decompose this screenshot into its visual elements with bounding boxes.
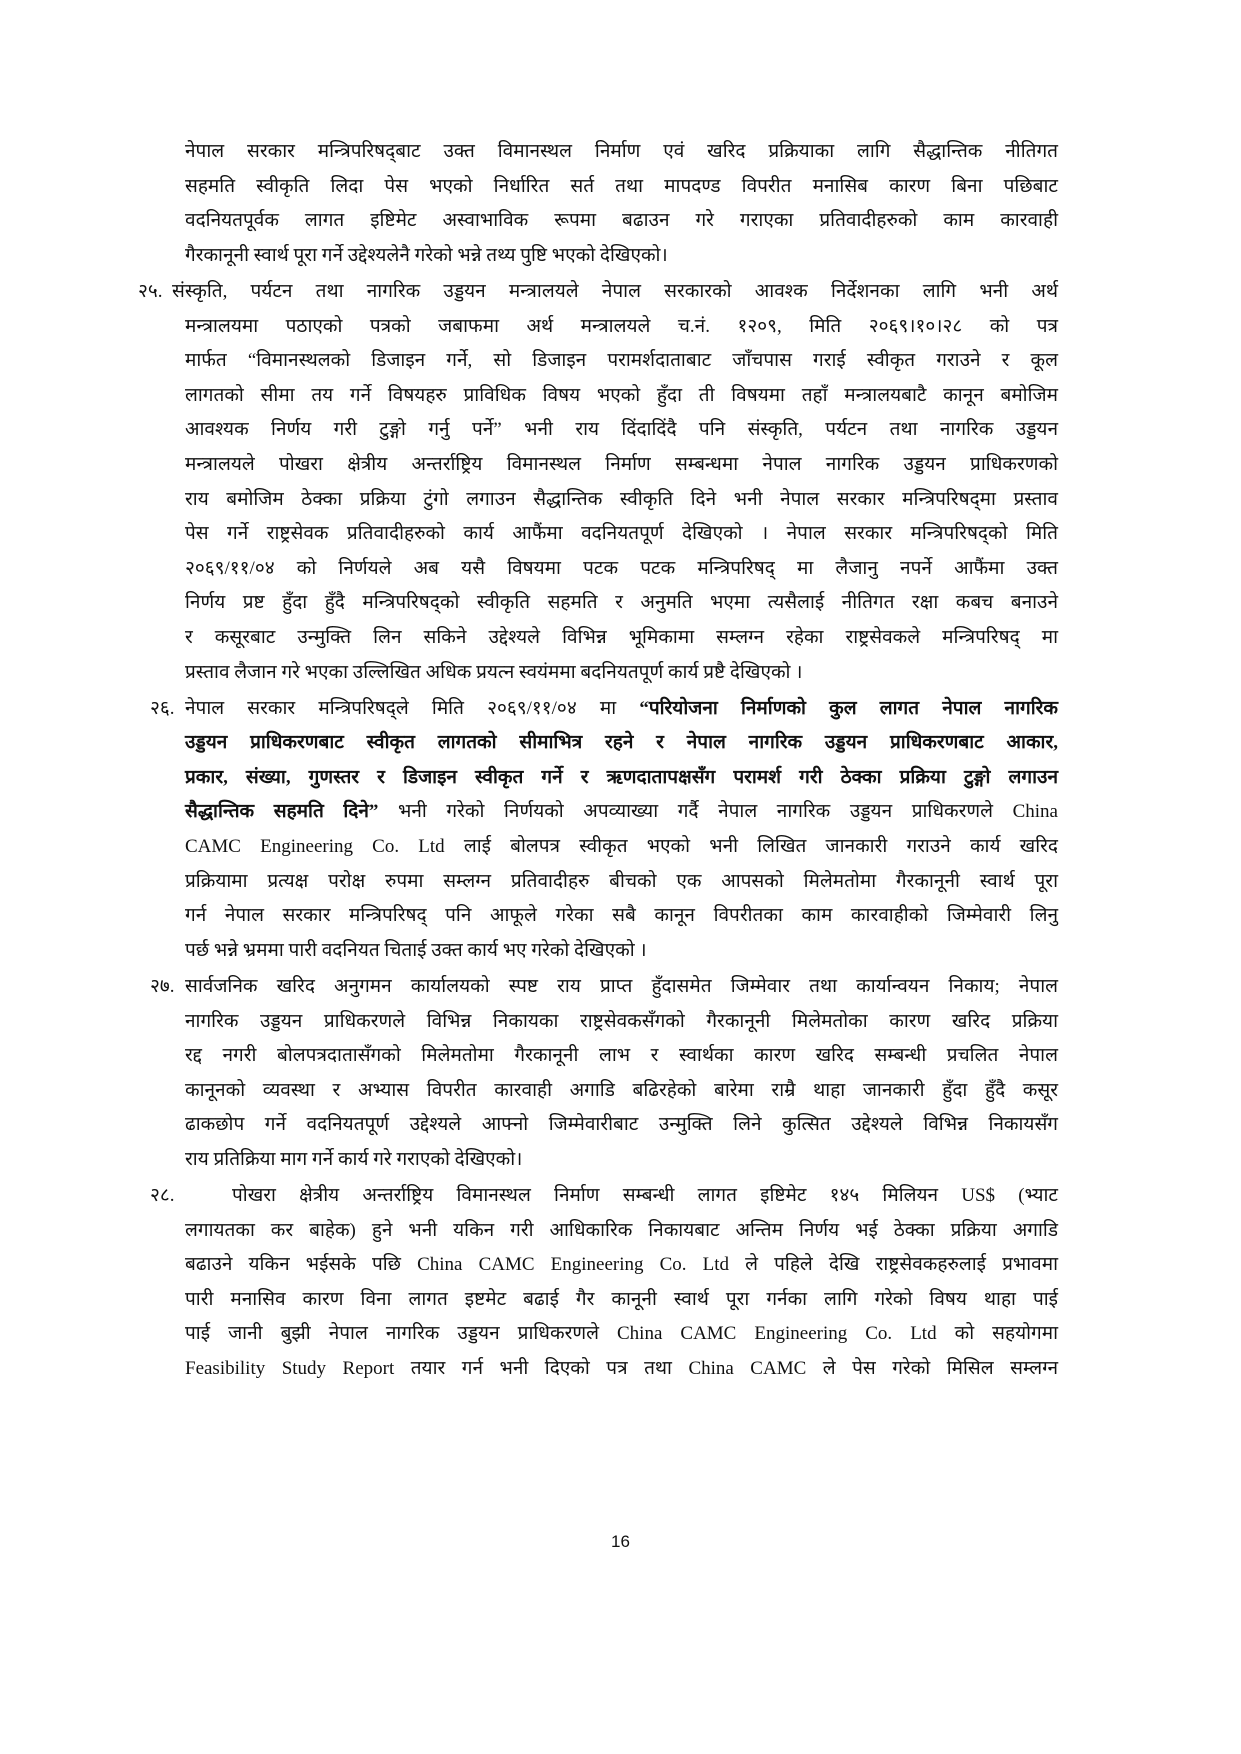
paragraph-number: २७. [150, 975, 175, 997]
text-line [185, 137, 1058, 167]
paragraph-number: २६. [150, 697, 175, 719]
text-line [185, 797, 1058, 827]
text-segment: मार्फत “विमानस्थलको डिजाइन गर्ने, सो डिजाइन परामर्शदाताबाट जाँचपास गराई स्वीकृत गराउने र कूल [185, 350, 1058, 372]
text-segment: पोखरा क्षेत्रीय अन्तर्राष्ट्रिय विमानस्थल निर्माण सम्बन्धी लागत इष्टिमेट १४५ मिलियन US$ (भ्याट [232, 1185, 1058, 1206]
text-line [185, 554, 1058, 584]
text-line [185, 832, 1058, 862]
text-line [185, 1319, 1058, 1349]
text-line [185, 415, 1058, 445]
text-segment: सार्वजनिक खरिद अनुगमन कार्यालयको स्पष्ट राय प्राप्त हुँदासमेत जिम्मेवार तथा कार्यान्वयन निकाय; नेपाल [185, 975, 1058, 997]
text-segment: नागरिक उड्डयन प्राधिकरणले विभिन्न निकायका राष्ट्रसेवकसँगको गैरकानूनी मिलेमतोका कारण खरिद प्रक्रिया [185, 1010, 1058, 1032]
text-segment: संस्कृति, पर्यटन तथा नागरिक उड्डयन मन्त्रालयले नेपाल सरकारको आवश्क निर्देशनका लागि भनी अर्थ [172, 280, 1058, 302]
bold-text: प्रकार, संख्या, गुणस्तर र डिजाइन स्वीकृत गर्ने र ऋणदातापक्षसँग परामर्श गरी ठेक्का प्रक्रिया टुङ्गो लगाउन [185, 766, 1058, 788]
paragraph-number: २८. [150, 1185, 175, 1206]
text-line [185, 485, 1058, 515]
text-line [185, 1354, 1058, 1384]
text-line [185, 763, 1058, 793]
text-line [185, 658, 1058, 688]
text-line [185, 381, 1058, 411]
text-segment: पारी मनासिव कारण विना लागत इष्टमेट बढाई गैर कानूनी स्वार्थ पूरा गर्नका लागि गरेको विषय थाहा पाई [185, 1288, 1058, 1310]
text-segment: गैरकानूनी स्वार्थ पूरा गर्ने उद्देश्यलेनै गरेको भन्ने तथ्य पुष्टि भएको देखिएको। [185, 244, 668, 266]
text-line [185, 312, 1058, 342]
text-line [185, 1110, 1058, 1140]
text-line [185, 936, 1058, 966]
text-segment: पर्छ भन्ने भ्रममा पारी वदनियत चिताई उक्त कार्य भए गरेको देखिएको । [185, 939, 647, 961]
text-segment: पेस गर्ने राष्ट्रसेवक प्रतिवादीहरुको कार्य आफैंमा वदनियतपूर्ण देखिएको । नेपाल सरकार मन्त्रिपरिषद्‌को मिति [185, 523, 1058, 545]
bold-text: “परियोजना निर्माणको कुल लागत नेपाल नागरिक [639, 697, 1058, 719]
text-segment: CAMC Engineering Co. Ltd लाई बोलपत्र स्वीकृत भएको भनी लिखित जानकारी गराउने कार्य खरिद [185, 836, 1058, 857]
text-line [185, 1285, 1058, 1315]
text-segment: वदनियतपूर्वक लागत इष्टिमेट अस्वाभाविक रूपमा बढाउन गरे गराएका प्रतिवादीहरुको काम कारवाही [185, 210, 1058, 232]
text-line [185, 867, 1058, 897]
text-segment: निर्णय प्रष्ट हुँदा हुँदै मन्त्रिपरिषद्‌को स्वीकृति सहमति र अनुमति भएमा त्यसैलाई नीतिगत रक्षा कबच बनाउने [185, 592, 1058, 614]
text-line [232, 1181, 1058, 1211]
text-line [185, 1250, 1058, 1280]
text-segment: नेपाल सरकार मन्त्रिपरिषद्‌ले मिति २०६९/११/०४ मा [185, 697, 640, 719]
text-line [185, 1145, 1058, 1175]
text-line [185, 172, 1058, 202]
text-line [185, 1041, 1058, 1071]
text-segment: २०६९/११/०४ को निर्णयले अब यसै विषयमा पटक पटक मन्त्रिपरिषद्‌ मा लैजानु नपर्ने आफैंमा उक्त [185, 557, 1058, 579]
page-number: 16 [611, 1532, 630, 1551]
text-line [185, 1076, 1058, 1106]
paragraph-number: २५. [138, 280, 163, 302]
text-segment: पाई जानी बुझी नेपाल नागरिक उड्डयन प्राधिकरणले China CAMC Engineering Co. Ltd को सहयोगमा [185, 1323, 1058, 1345]
text-segment: रद्द नगरी बोलपत्रदातासँगको मिलेमतोमा गैरकानूनी लाभ र स्वार्थका कारण खरिद सम्बन्धी प्रचलित नेपाल [185, 1045, 1058, 1067]
text-segment: राय बमोजिम ठेक्का प्रक्रिया टुंगो लगाउन सैद्धान्तिक स्वीकृति दिने भनी नेपाल सरकार मन्त्रिपरिषद्‌मा प्रस्ताव [185, 488, 1058, 510]
text-line [185, 450, 1058, 480]
text-segment: मन्त्रालयले पोखरा क्षेत्रीय अन्तर्राष्ट्रिय विमानस्थल निर्माण सम्बन्धमा नेपाल नागरिक उड्डयन प्राधिकरणको [185, 453, 1058, 475]
text-segment: Feasibility Study Report तयार गर्न भनी दिएको पत्र तथा China CAMC ले पेस गरेको मिसिल सम्लग्न [185, 1358, 1058, 1379]
text-segment: प्रक्रियामा प्रत्यक्ष परोक्ष रुपमा सम्लग्न प्रतिवादीहरु बीचको एक आपसको मिलेमतोमा गैरकानूनी स्वार्थ पूरा [185, 870, 1058, 892]
text-line [172, 277, 1058, 307]
text-segment: राय प्रतिक्रिया माग गर्ने कार्य गरे गराएको देखिएको। [185, 1148, 523, 1170]
text-segment: भनी गरेको निर्णयको अपव्याख्या गर्दै नेपाल नागरिक उड्डयन प्राधिकरणले China [378, 801, 1058, 823]
text-line [185, 241, 1058, 271]
text-segment: आवश्यक निर्णय गरी टुङ्गो गर्नु पर्ने” भनी राय दिंदादिंदै पनि संस्कृति, पर्यटन तथा नागरिक उड्डयन [185, 419, 1058, 441]
text-line [185, 694, 1058, 724]
text-line [185, 519, 1058, 549]
bold-text: सैद्धान्तिक सहमति दिने” [185, 801, 379, 823]
text-segment: गर्न नेपाल सरकार मन्त्रिपरिषद्‌ पनि आफूले गरेका सबै कानून विपरीतका काम कारवाहीको जिम्मेवारी लिनु [185, 905, 1058, 927]
text-line [185, 623, 1058, 653]
text-line [185, 728, 1058, 758]
text-line [185, 206, 1058, 236]
text-segment: प्रस्ताव लैजान गरे भएका उल्लिखित अधिक प्रयत्न स्वयंममा बदनियतपूर्ण कार्य प्रष्टै देखिएको । [185, 661, 803, 683]
text-segment: बढाउने यकिन भईसके पछि China CAMC Engineering Co. Ltd ले पहिले देखि राष्ट्रसेवकहरुलाई प्रभावमा [185, 1254, 1058, 1276]
text-line [185, 972, 1058, 1002]
text-segment: सहमति स्वीकृति लिदा पेस भएको निर्धारित सर्त तथा मापदण्ड विपरीत मनासिब कारण बिना पछिबाट [185, 175, 1058, 197]
text-line [185, 901, 1058, 931]
text-line [185, 1007, 1058, 1037]
text-line [185, 588, 1058, 618]
text-line [185, 1216, 1058, 1246]
bold-text: उड्डयन प्राधिकरणबाट स्वीकृत लागतको सीमाभित्र रहने र नेपाल नागरिक उड्डयन प्राधिकरणबाट आकार, [185, 732, 1058, 754]
text-segment: नेपाल सरकार मन्त्रिपरिषद्‌बाट उक्त विमानस्थल निर्माण एवं खरिद प्रक्रियाका लागि सैद्धान्तिक नीतिगत [185, 141, 1059, 162]
text-segment: कानूनको व्यवस्था र अभ्यास विपरीत कारवाही अगाडि बढिरहेको बारेमा राम्रै थाहा जानकारी हुँदा हुँदै कसूर [185, 1079, 1058, 1101]
text-segment: लगायतका कर बाहेक) हुने भनी यकिन गरी आधिकारिक निकायबाट अन्तिम निर्णय भई ठेक्का प्रक्रिया अगाडि [185, 1219, 1058, 1241]
text-segment: ढाकछोप गर्ने वदनियतपूर्ण उद्देश्यले आफ्नो जिम्मेवारीबाट उन्मुक्ति लिने कुत्सित उद्देश्यले विभिन्न निकायसँग [185, 1114, 1058, 1136]
text-segment: मन्त्रालयमा पठाएको पत्रको जबाफमा अर्थ मन्त्रालयले च.नं. १२०९, मिति २०६९।१०।२८ को पत्र [185, 315, 1058, 337]
text-segment: र कसूरबाट उन्मुक्ति लिन सकिने उद्देश्यले विभिन्न भूमिकामा सम्लग्न रहेका राष्ट्रसेवकले मन्त्रिपरिषद्‌ मा [185, 626, 1058, 648]
text-line [185, 346, 1058, 376]
text-segment: लागतको सीमा तय गर्ने विषयहरु प्राविधिक विषय भएको हुँदा ती विषयमा तहाँ मन्त्रालयबाटै कानून बमोजिम [185, 384, 1058, 406]
